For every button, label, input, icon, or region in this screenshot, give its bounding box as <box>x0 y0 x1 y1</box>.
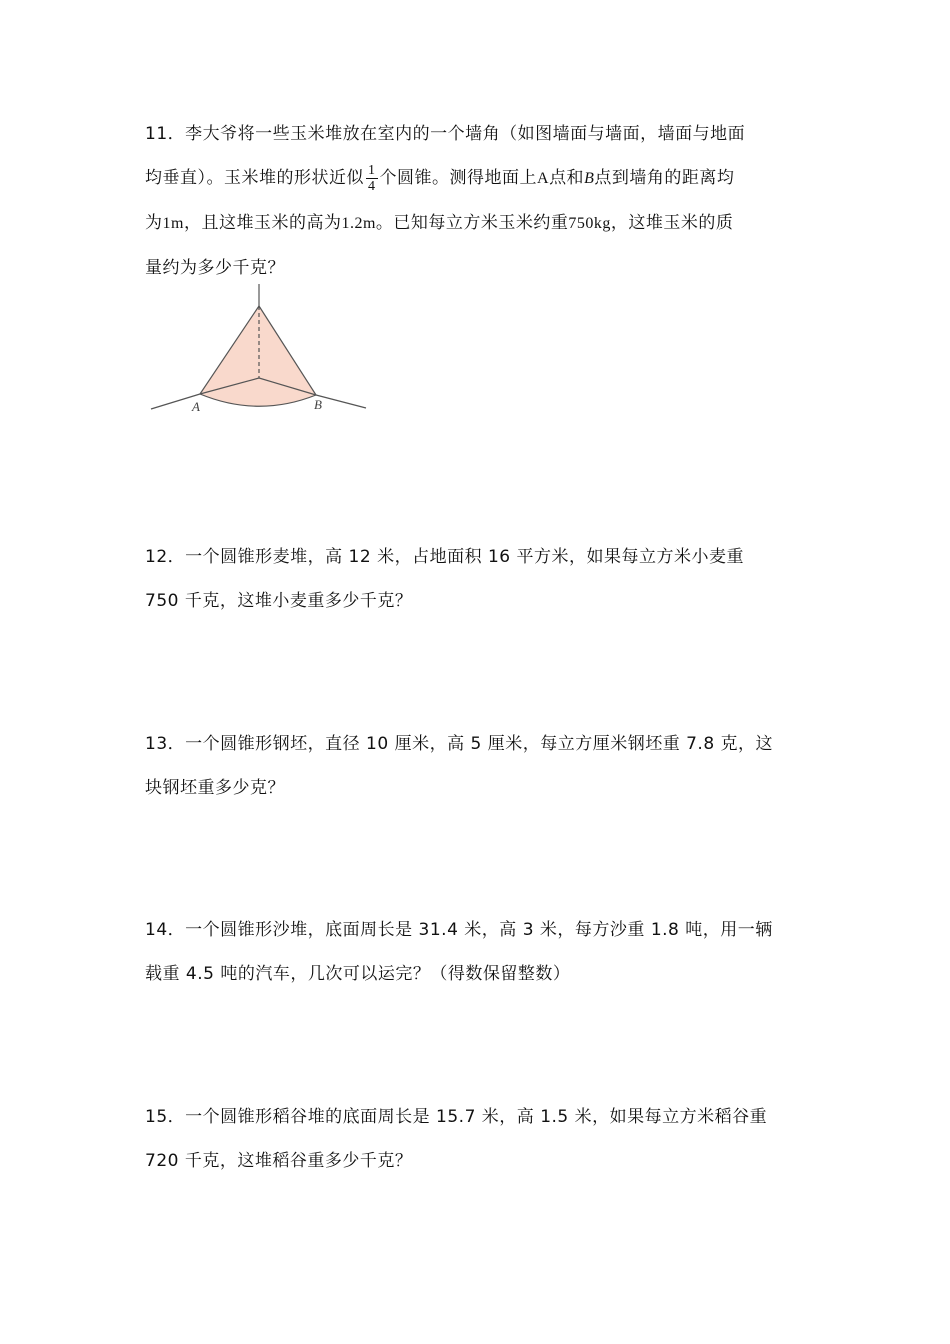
problem-15-line-1: 15．一个圆锥形稻谷堆的底面周长是 15.7 米，高 1.5 米，如果每立方米稻谷重 <box>145 1107 768 1127</box>
quarter-cone-diagram <box>148 282 370 417</box>
problem-11-number: 11． <box>145 124 186 144</box>
problem-11-text-3b: ，且这堆玉米的高为 <box>183 213 342 233</box>
problem-15-line-2: 720 千克，这堆稻谷重多少千克？ <box>145 1151 413 1171</box>
cone-surface <box>200 306 316 406</box>
problem-12-line-2: 750 千克，这堆小麦重多少千克？ <box>145 591 413 611</box>
distance-value: 1m <box>162 215 184 232</box>
problem-13 <box>145 722 810 810</box>
problem-11-text-3a: 为 <box>145 213 163 233</box>
problem-11-line-3 <box>145 201 810 246</box>
problem-14-line-1: 14．一个圆锥形沙堆，底面周长是 31.4 米，高 3 米，每方沙重 1.8 吨，用一辆 <box>145 920 773 940</box>
problem-11-text-1: 李大爷将一些玉米堆放在室内的一个墙角（如图墙面与墙面，墙面与地面 <box>185 124 746 144</box>
figure-label-b: B <box>314 397 322 412</box>
quarter-cone-figure <box>148 282 370 417</box>
problem-13-line-1: 13．一个圆锥形钢坯，直径 10 厘米，高 5 厘米，每立方厘米钢坯重 7.8 克，这 <box>145 734 774 754</box>
problem-14 <box>145 908 810 996</box>
problem-11-text-3d: ，这堆玉米的质 <box>610 213 734 233</box>
height-value: 1.2m <box>341 215 376 232</box>
fraction-one-quarter <box>366 163 378 194</box>
point-b-label: B <box>584 170 595 187</box>
point-a-label: A <box>537 170 550 187</box>
figure-label-a: A <box>192 399 200 414</box>
problem-11-line-2 <box>145 156 810 201</box>
problem-11-text-2c: 点和 <box>549 168 585 188</box>
floor-edge-right <box>316 395 366 408</box>
problem-14-line-2: 载重 4.5 吨的汽车，几次可以运完？（得数保留整数） <box>145 964 571 984</box>
problem-11-text-3c: 。已知每立方米玉米约重 <box>375 213 569 233</box>
problem-15 <box>145 1095 810 1183</box>
problem-13-line-2: 块钢坯重多少克？ <box>145 778 285 798</box>
problem-12-line-1: 12．一个圆锥形麦堆，高 12 米，占地面积 16 平方米，如果每立方米小麦重 <box>145 547 745 567</box>
weight-value: 750kg <box>568 215 611 232</box>
problem-11-text-2b: 个圆锥。测得地面上 <box>379 168 537 188</box>
problem-11-line-4: 量约为多少千克？ <box>145 258 285 278</box>
problem-11-text-2d: 点到墙角的距离均 <box>594 168 735 188</box>
fraction-denominator: 4 <box>368 178 376 194</box>
problem-11 <box>145 112 810 290</box>
fraction-numerator: 1 <box>368 162 376 178</box>
problem-12 <box>145 535 810 623</box>
problem-11-line-1 <box>145 112 810 156</box>
problem-11-text-2a: 均垂直）。玉米堆的形状近似 <box>145 168 364 188</box>
